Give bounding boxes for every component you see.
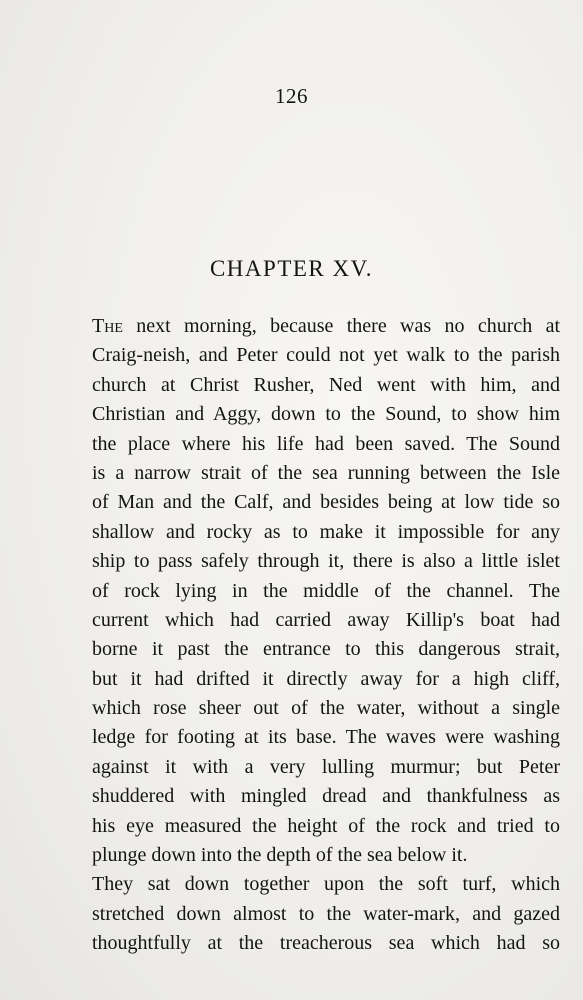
text-line-5: the place where his life had been saved. The Sound bbox=[92, 432, 560, 455]
chapter-title: CHAPTER XV. bbox=[209, 256, 374, 281]
text-line-10: of rock lying in the middle of the channel. The bbox=[92, 579, 560, 602]
text-line-12: borne it past the entrance to this dangerous strait, bbox=[92, 638, 560, 661]
text-line-4: Christian and Aggy, down to the Sound, to show him bbox=[92, 403, 560, 426]
page-number: 126 bbox=[275, 84, 308, 108]
text-line-21: stretched down almost to the water-mark, and gazed bbox=[92, 902, 560, 925]
text-line-22: thoughtfully at the treacherous sea which had so bbox=[92, 932, 560, 955]
text-line-7: of Man and the Calf, and besides being at low tide so bbox=[92, 491, 560, 514]
text-line-20: They sat down together upon the soft turf, which bbox=[92, 873, 560, 896]
text-line-1-rest: next morning, because there was no church at bbox=[122, 315, 560, 337]
text-line-13: but it had drifted it directly away for a high cliff, bbox=[92, 667, 560, 690]
text-line-1 bbox=[92, 312, 560, 341]
opening-word: The bbox=[92, 315, 123, 337]
text-line-17: shuddered with mingled dread and thankfulness as bbox=[92, 785, 560, 808]
text-line-2: Craig-neish, and Peter could not yet walk to the parish bbox=[92, 344, 560, 367]
text-line-9: ship to pass safely through it, there is also a little islet bbox=[92, 550, 560, 573]
body-text bbox=[92, 312, 560, 959]
text-line-6: is a narrow strait of the sea running between the Isle bbox=[92, 461, 560, 484]
text-line-19: plunge down into the depth of the sea below it. bbox=[92, 844, 468, 867]
text-line-11: current which had carried away Killip's boat had bbox=[92, 608, 560, 631]
text-line-8: shallow and rocky as to make it impossible for any bbox=[92, 520, 560, 543]
text-line-14: which rose sheer out of the water, without a single bbox=[92, 697, 560, 720]
text-line-16: against it with a very lulling murmur; but Peter bbox=[92, 755, 560, 778]
text-line-15: ledge for footing at its base. The waves were washing bbox=[92, 726, 560, 749]
text-line-18: his eye measured the height of the rock and tried to bbox=[92, 814, 560, 837]
text-line-3: church at Christ Rusher, Ned went with him, and bbox=[92, 373, 560, 396]
